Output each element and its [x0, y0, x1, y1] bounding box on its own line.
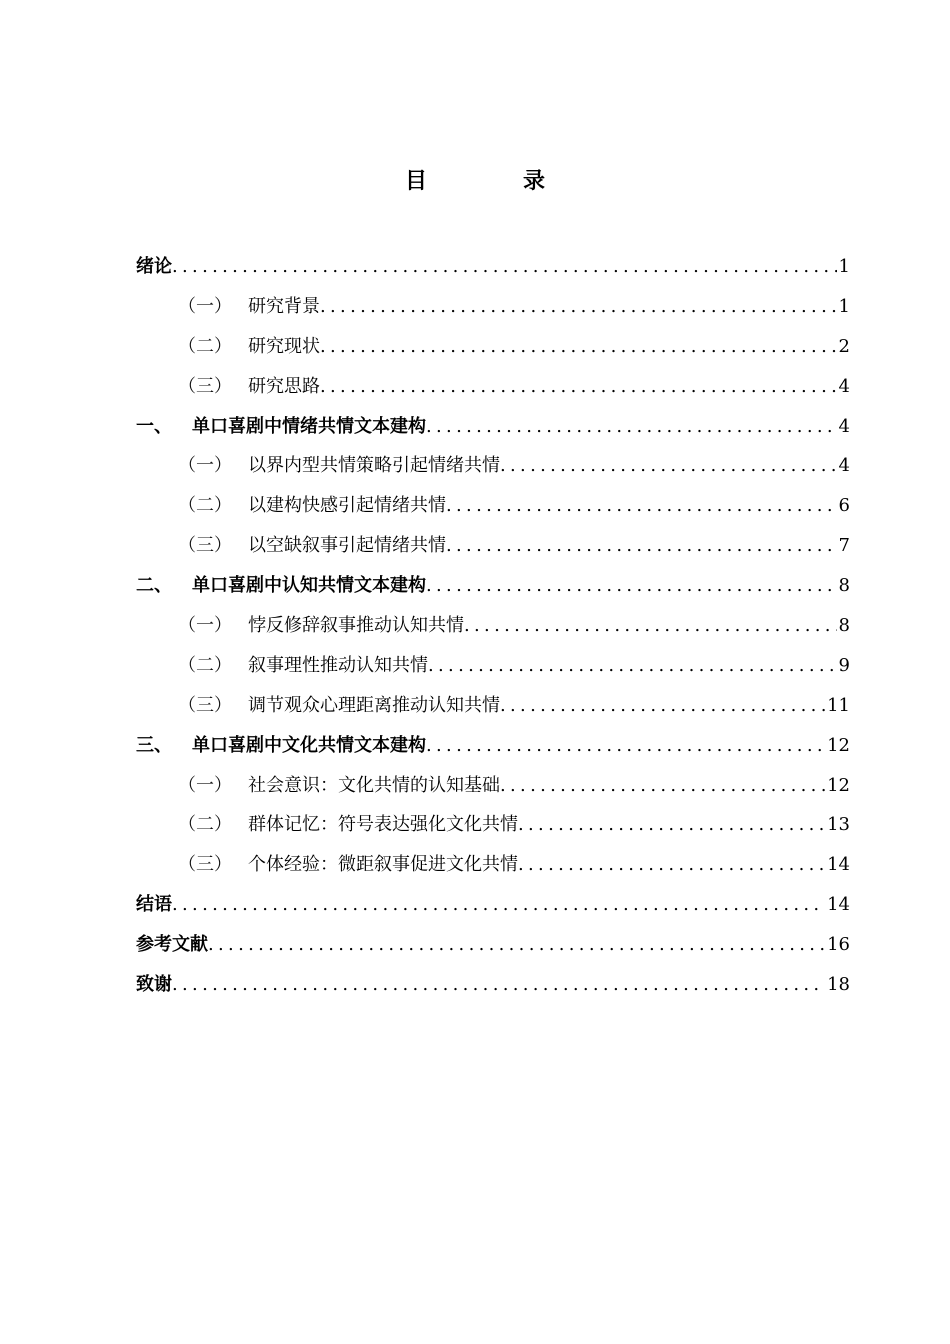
toc-page-number: 12 [827, 734, 850, 756]
toc-dot-leader [320, 287, 837, 327]
toc-entry-title: 以界内型共情策略引起情绪共情 [248, 455, 500, 477]
toc-entry-title: 群体记忆：符号表达强化文化共情 [248, 814, 518, 836]
toc-entry-title: 研究现状 [248, 335, 320, 357]
toc-dot-leader [500, 446, 837, 486]
title-char-left: 目 [404, 169, 427, 194]
toc-dot-leader [208, 925, 825, 965]
toc-entry-title: 叙事理性推动认知共情 [248, 654, 428, 676]
toc-page-number: 14 [827, 894, 850, 916]
table-of-contents [136, 247, 850, 1005]
toc-page-number: 16 [827, 934, 850, 956]
toc-chapter-entry[interactable] [136, 726, 850, 766]
toc-page-number: 14 [827, 854, 850, 876]
toc-section-entry[interactable] [136, 845, 850, 885]
toc-page-number: 4 [838, 415, 850, 437]
toc-dot-leader [428, 646, 837, 686]
toc-page-number: 1 [838, 256, 850, 277]
toc-entry-number: 二、 [136, 575, 172, 597]
page-title [0, 166, 950, 198]
toc-entry-number: （三） [178, 375, 232, 397]
toc-chapter-entry[interactable] [136, 407, 850, 447]
toc-entry-title: 参考文献 [136, 934, 208, 956]
toc-entry-title: 社会意识：文化共情的认知基础 [248, 774, 500, 796]
toc-section-entry[interactable] [136, 526, 850, 566]
toc-chapter-entry[interactable] [136, 885, 850, 925]
toc-section-entry[interactable] [136, 446, 850, 486]
toc-page-number: 4 [838, 455, 850, 477]
toc-entry-title: 致谢 [136, 974, 172, 996]
toc-entry-title: 研究思路 [248, 375, 320, 397]
toc-chapter-entry[interactable] [136, 965, 850, 1005]
toc-entry-title: 单口喜剧中文化共情文本建构 [192, 734, 426, 756]
toc-page-number: 8 [838, 575, 850, 597]
toc-entry-number: （二） [178, 654, 232, 676]
toc-entry-number: 一、 [136, 415, 172, 437]
toc-dot-leader [172, 247, 837, 287]
toc-entry-title: 研究背景 [248, 295, 320, 317]
toc-entry-number: （一） [178, 295, 232, 317]
toc-page-number: 6 [838, 495, 850, 517]
toc-page-number: 8 [838, 615, 850, 637]
toc-entry-title: 以建构快感引起情绪共情 [248, 495, 446, 517]
toc-entry-title: 结语 [136, 894, 172, 916]
toc-entry-number: （二） [178, 495, 232, 517]
toc-entry-number: （二） [178, 814, 232, 836]
toc-page-number: 7 [838, 535, 850, 557]
toc-entry-number: （一） [178, 455, 232, 477]
toc-dot-leader [320, 367, 837, 407]
toc-dot-leader [500, 766, 825, 806]
toc-dot-leader [464, 606, 837, 646]
toc-chapter-entry[interactable] [136, 247, 850, 287]
toc-entry-number: （一） [178, 774, 232, 796]
toc-entry-number: （三） [178, 535, 232, 557]
toc-section-entry[interactable] [136, 766, 850, 806]
toc-page-number: 13 [827, 814, 850, 836]
toc-dot-leader [172, 965, 825, 1005]
toc-entry-title: 绪论 [136, 256, 172, 277]
toc-entry-number: （三） [178, 854, 232, 876]
toc-dot-leader [518, 805, 825, 845]
toc-entry-title: 单口喜剧中情绪共情文本建构 [192, 415, 426, 437]
toc-section-entry[interactable] [136, 287, 850, 327]
toc-dot-leader [446, 526, 837, 566]
toc-entry-title: 悖反修辞叙事推动认知共情 [248, 615, 464, 637]
toc-page-number: 9 [838, 654, 850, 676]
toc-page-number: 1 [838, 295, 850, 317]
toc-dot-leader [426, 726, 825, 766]
toc-section-entry[interactable] [136, 686, 850, 726]
toc-entry-title: 单口喜剧中认知共情文本建构 [192, 575, 426, 597]
toc-section-entry[interactable] [136, 367, 850, 407]
toc-page-number: 2 [838, 335, 850, 357]
toc-page-number: 18 [827, 974, 850, 996]
toc-section-entry[interactable] [136, 805, 850, 845]
toc-dot-leader [500, 686, 825, 726]
toc-dot-leader [446, 486, 837, 526]
toc-page-number: 12 [827, 774, 850, 796]
toc-entry-number: （二） [178, 335, 232, 357]
toc-dot-leader [320, 327, 837, 367]
toc-section-entry[interactable] [136, 646, 850, 686]
toc-page-number: 11 [827, 694, 850, 716]
toc-entry-title: 个体经验：微距叙事促进文化共情 [248, 854, 518, 876]
toc-entry-number: 三、 [136, 734, 172, 756]
toc-dot-leader [426, 407, 837, 447]
toc-entry-number: （一） [178, 615, 232, 637]
toc-dot-leader [518, 845, 825, 885]
toc-page-number: 4 [838, 375, 850, 397]
toc-dot-leader [426, 566, 837, 606]
toc-entry-title: 以空缺叙事引起情绪共情 [248, 535, 446, 557]
toc-section-entry[interactable] [136, 606, 850, 646]
toc-section-entry[interactable] [136, 486, 850, 526]
toc-entry-title: 调节观众心理距离推动认知共情 [248, 694, 500, 716]
toc-chapter-entry[interactable] [136, 925, 850, 965]
title-char-right: 录 [523, 169, 546, 194]
toc-section-entry[interactable] [136, 327, 850, 367]
toc-chapter-entry[interactable] [136, 566, 850, 606]
toc-entry-number: （三） [178, 694, 232, 716]
toc-dot-leader [172, 885, 825, 925]
